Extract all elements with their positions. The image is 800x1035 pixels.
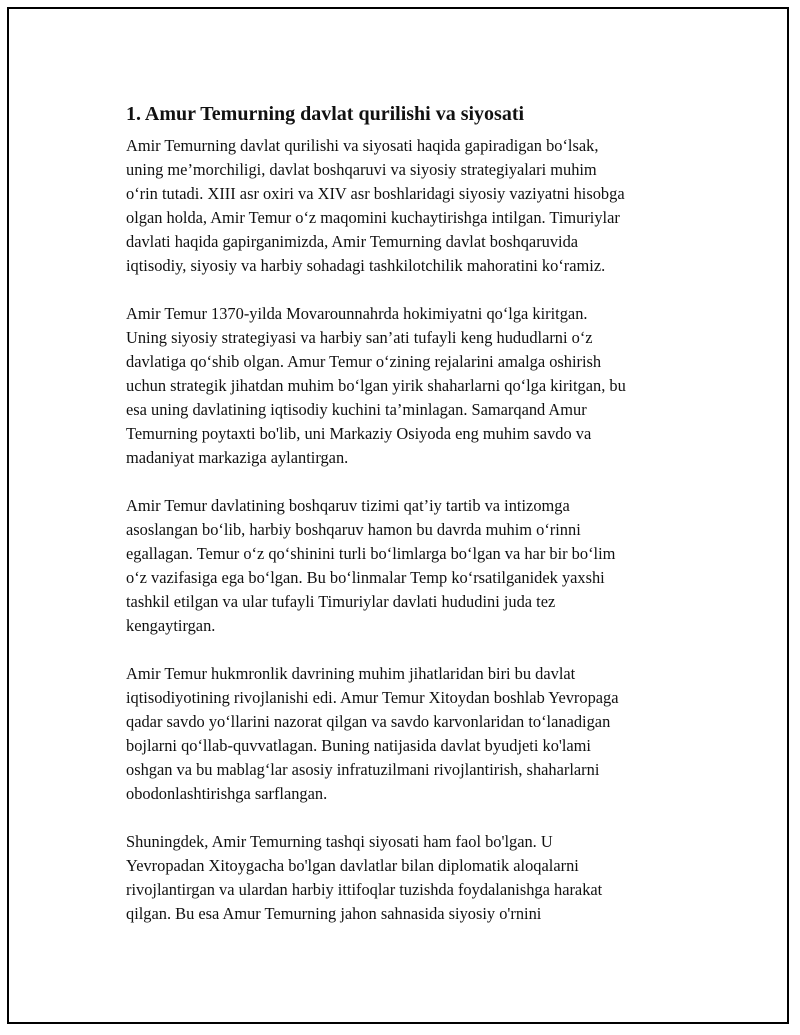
text-line: Shuningdek, Amir Temurning tashqi siyosati ham faol bo'lgan. U <box>126 832 553 851</box>
text-line: rivojlantirgan va ulardan harbiy ittifoqlar tuzishda foydalanishga harakat <box>126 880 603 899</box>
text-line: madaniyat markaziga aylantirgan. <box>126 448 349 467</box>
text-line: bojlarni qo‘llab-quvvatlagan. Buning natijasida davlat byudjeti ko'lami <box>126 736 591 755</box>
text-line: asoslangan bo‘lib, harbiy boshqaruv hamon bu davrda muhim o‘rinni <box>126 520 581 539</box>
paragraph-2 <box>126 302 706 470</box>
paragraph-3 <box>126 494 706 638</box>
text-line: qilgan. Bu esa Amur Temurning jahon sahnasida siyosiy o'rnini <box>126 904 542 923</box>
text-line: uning me’morchiligi, davlat boshqaruvi va siyosiy strategiyalari muhim <box>126 160 597 179</box>
page-frame <box>7 7 789 1024</box>
text-line: Temurning poytaxti bo'lib, uni Markaziy Osiyoda eng muhim savdo va <box>126 424 592 443</box>
text-line: iqtisodiy, siyosiy va harbiy sohadagi tashkilotchilik mahoratini ko‘ramiz. <box>126 256 606 275</box>
text-line: o‘rin tutadi. XIII asr oxiri va XIV asr boshlaridagi siyosiy vaziyatni hisobga <box>126 184 625 203</box>
text-line: egallagan. Temur o‘z qo‘shinini turli bo‘limlarga bo‘lgan va har bir bo‘lim <box>126 544 616 563</box>
text-line: oshgan va bu mablag‘lar asosiy infratuzilmani rivojlantirish, shaharlarni <box>126 760 600 779</box>
text-line: esa uning davlatining iqtisodiy kuchini ta’minlagan. Samarqand Amur <box>126 400 587 419</box>
text-line: Amir Temur hukmronlik davrining muhim jihatlaridan biri bu davlat <box>126 664 576 683</box>
text-line: tashkil etilgan va ular tufayli Timuriylar davlati hududini juda tez <box>126 592 556 611</box>
text-line: iqtisodiyotining rivojlanishi edi. Amur Temur Xitoydan boshlab Yevropaga <box>126 688 619 707</box>
text-line: uchun strategik jihatdan muhim bo‘lgan yirik shaharlarni qo‘lga kiritgan, bu <box>126 376 626 395</box>
text-line: davlatiga qo‘shib olgan. Amur Temur o‘zining rejalarini amalga oshirish <box>126 352 602 371</box>
paragraph-5 <box>126 830 706 926</box>
text-line: Amir Temur davlatining boshqaruv tizimi qat’iy tartib va intizomga <box>126 496 570 515</box>
text-line: davlati haqida gapirganimizda, Amir Temurning davlat boshqaruvida <box>126 232 579 251</box>
text-line: obodonlashtirishga sarflangan. <box>126 784 328 803</box>
text-line: Uning siyosiy strategiyasi va harbiy san’ati tufayli keng hududlarni o‘z <box>126 328 593 347</box>
paragraph-4 <box>126 662 706 806</box>
text-line: qadar savdo yo‘llarini nazorat qilgan va savdo karvonlaridan to‘lanadigan <box>126 712 611 731</box>
document-body <box>126 102 706 950</box>
text-line: Yevropadan Xitoygacha bo'lgan davlatlar bilan diplomatik aloqalarni <box>126 856 579 875</box>
section-heading: 1. Amur Temurning davlat qurilishi va siyosati <box>126 103 525 125</box>
text-line: Amir Temur 1370-yilda Movarounnahrda hokimiyatni qo‘lga kiritgan. <box>126 304 588 323</box>
text-line: olgan holda, Amir Temur o‘z maqomini kuchaytirishga intilgan. Timuriylar <box>126 208 620 227</box>
paragraph-1 <box>126 134 706 278</box>
text-line: Amir Temurning davlat qurilishi va siyosati haqida gapiradigan bo‘lsak, <box>126 136 599 155</box>
text-line: kengaytirgan. <box>126 616 216 635</box>
text-line: o‘z vazifasiga ega bo‘lgan. Bu bo‘linmalar Temp ko‘rsatilganidek yaxshi <box>126 568 605 587</box>
